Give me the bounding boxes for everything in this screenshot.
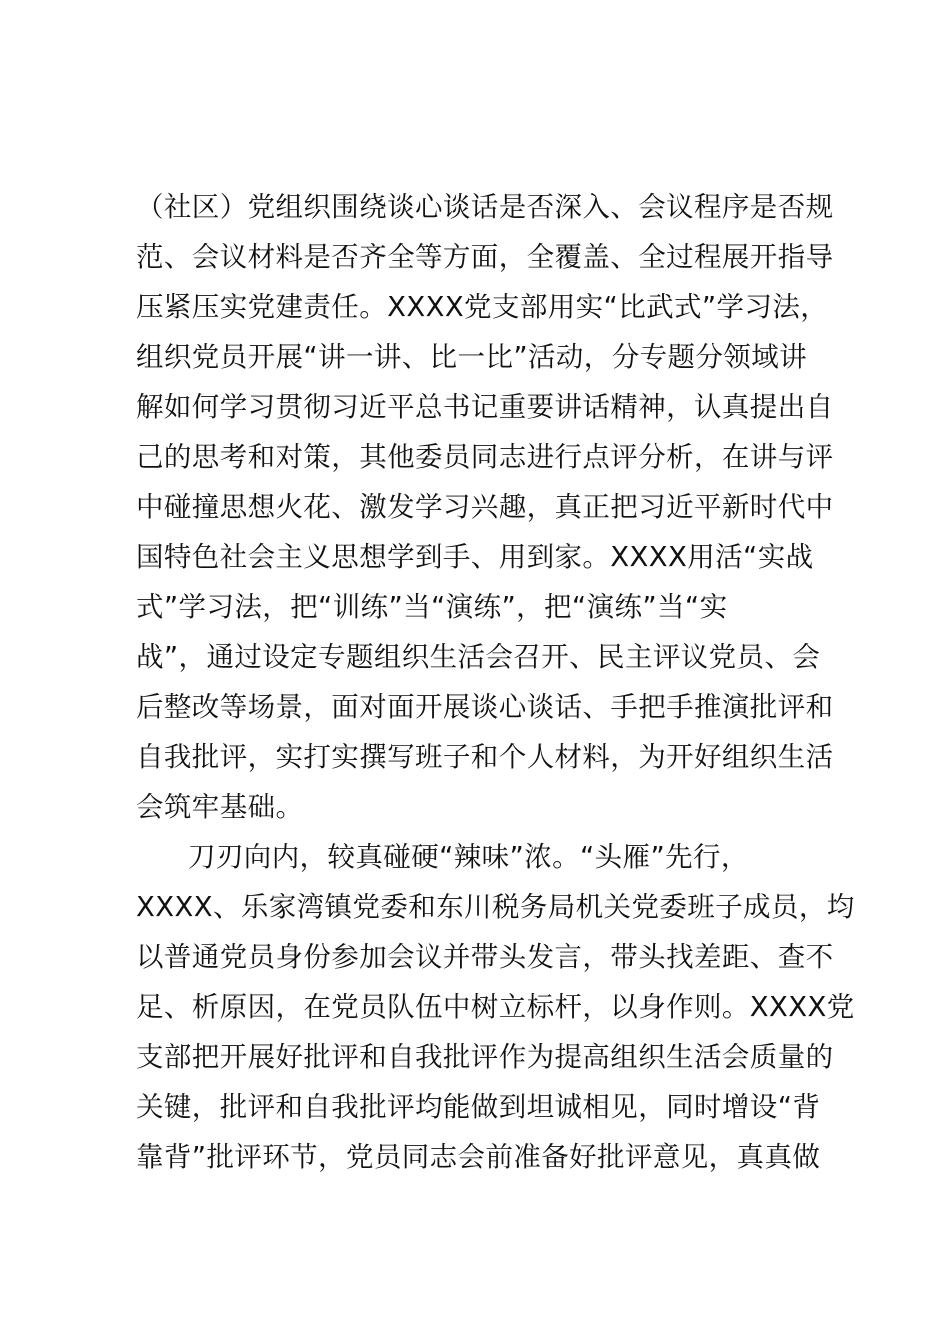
text-line: 足、析原因，在党员队伍中树立标杆，以身作则。XXXX党: [136, 991, 855, 1023]
text-line: （社区）党组织围绕谈心谈话是否深入、会议程序是否规: [136, 191, 834, 223]
text-line: 刀刃向内，较真碰硬“辣味”浓。“头雁”先行，: [188, 841, 749, 873]
paragraph-1: [136, 182, 856, 832]
text-line: 组织党员开展“讲一讲、比一比”活动，分专题分领域讲: [136, 341, 807, 373]
document-body: [136, 182, 856, 1182]
text-line: 压紧压实党建责任。XXXX党支部用实“比武式”学习法，: [136, 291, 829, 323]
text-line: 会筑牢基础。: [136, 791, 304, 823]
text-line: 以普通党员身份参加会议并带头发言，带头找差距、查不: [136, 941, 834, 973]
text-line: 己的思考和对策，其他委员同志进行点评分析，在讲与评: [136, 441, 834, 473]
paragraph-2: [136, 832, 856, 1182]
text-line: 解如何学习贯彻习近平总书记重要讲话精神，认真提出自: [136, 391, 834, 423]
text-line: 国特色社会主义思想学到手、用到家。XXXX用活“实战: [136, 541, 814, 573]
text-line: 自我批评，实打实撰写班子和个人材料，为开好组织生活: [136, 741, 834, 773]
text-line: 后整改等场景，面对面开展谈心谈话、手把手推演批评和: [136, 691, 834, 723]
text-line: 中碰撞思想火花、激发学习兴趣，真正把习近平新时代中: [136, 491, 834, 523]
text-line: XXXX、乐家湾镇党委和东川税务局机关党委班子成员，均: [136, 891, 855, 923]
text-line: 战”，通过设定专题组织生活会召开、民主评议党员、会: [136, 641, 821, 673]
text-line: 范、会议材料是否齐全等方面，全覆盖、全过程展开指导: [136, 241, 834, 273]
text-line: 式”学习法，把“训练”当“演练”，把“演练”当“实: [136, 591, 728, 623]
text-line: 关键，批评和自我批评均能做到坦诚相见，同时增设“背: [136, 1091, 821, 1123]
text-line: 靠背”批评环节，党员同志会前准备好批评意见，真真做: [136, 1141, 821, 1173]
text-line: 支部把开展好批评和自我批评作为提高组织生活会质量的: [136, 1041, 834, 1073]
